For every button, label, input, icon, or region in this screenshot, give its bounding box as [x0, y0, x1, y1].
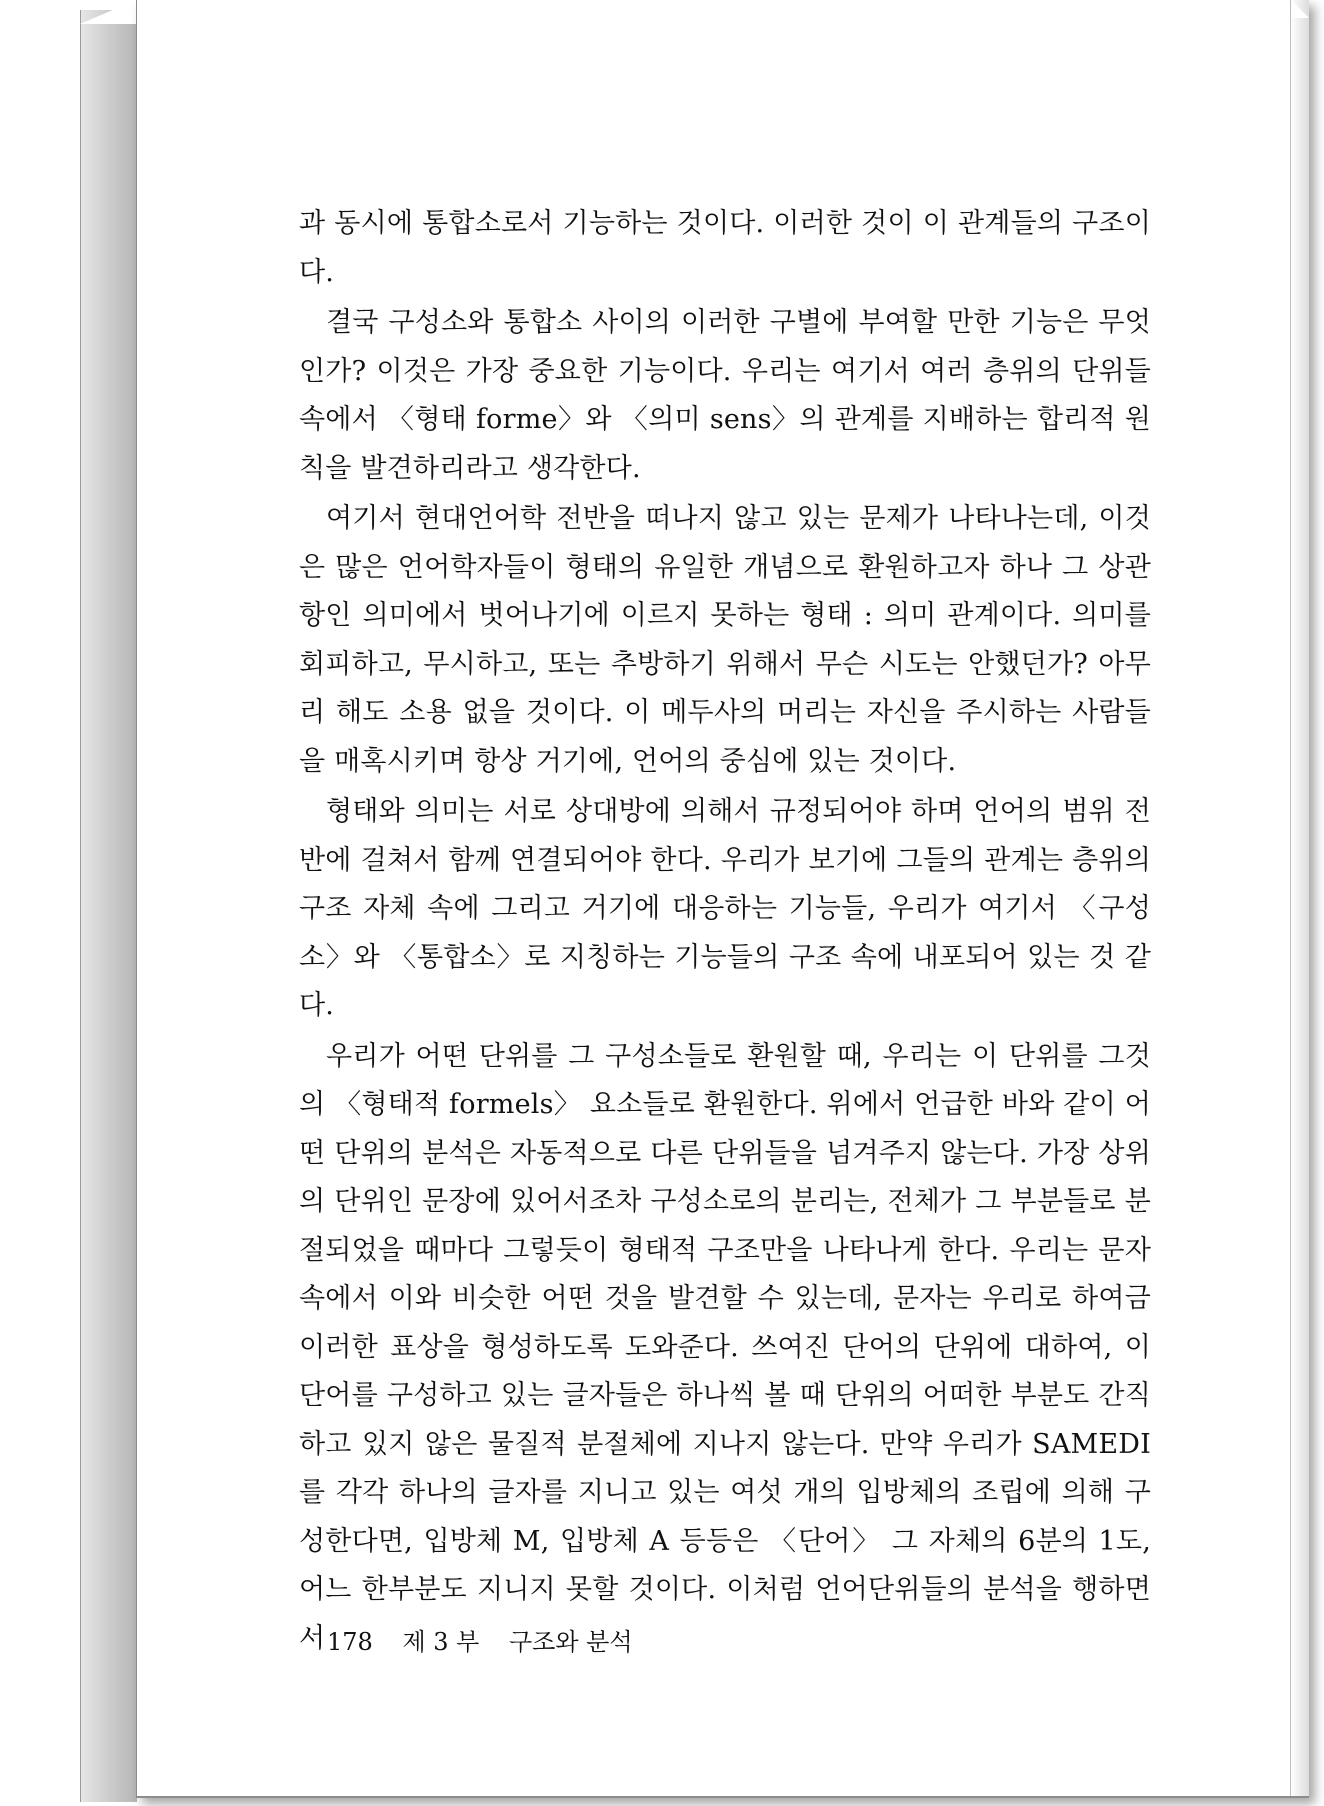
page-right-edge: [1290, 0, 1309, 1796]
paragraph-4: 형태와 의미는 서로 상대방에 의해서 규정되어야 하며 언어의 범위 전반에 걸쳐서 함께 연결되어야 한다. 우리가 보기에 그들의 관계는 층위의 구조 자체 속에 그리고 거기에 대응하는 기능들, 우리가 여기서 〈구성소〉와 〈통합소〉로 지칭하는 기능들의 구조 속에 내포되어 있는 것 같다.: [299, 796, 1151, 1021]
paragraph-5: 우리가 어떤 단위를 그 구성소들로 환원할 때, 우리는 이 단위를 그것의 〈형태적 formels〉 요소들로 환원한다. 위에서 언급한 바와 같이 어떤 단위의 분석은 자동적으로 다른 단위들을 넘겨주지 않는다. 가장 상위의 단위인 문장에 있어서조차 구성소로의 분리는, 전체가 그 부분들로 분절되었을 때마다 그렇듯이 형태적 구조만을 나타나게 한다. 우리는 문자 속에서 이와 비슷한 어떤 것을 발견할 수 있는데, 문자는 우리로 하여금 이러한 표상을 형성하도록 도와준다. 쓰여진 단어의 단위에 대하여, 이 단어를 구성하고 있는 글자들은 하나씩 볼 때 단위의 어떠한 부분도 간직하고 있지 않은 물질적 분절체에 지나지 않는다. 만약 우리가 SAMEDI를 각각 하나의 글자를 지니고 있는 여섯 개의 입방체의 조립에 의해 구성한다면, 입방체 M, 입방체 A 등등은 〈단어〉 그 자체의 6분의 1도, 어느 한부분도 지니지 못할 것이다. 이처럼 언어단위들의 분석을 행하면서: [299, 1040, 1151, 1654]
body-text: [299, 200, 1151, 1665]
paragraph-1: 과 동시에 통합소로서 기능하는 것이다. 이러한 것이 이 관계들의 구조이다.: [299, 208, 1151, 288]
chapter-title: 구조와 분석: [509, 1628, 633, 1656]
paragraph-2: 결국 구성소와 통합소 사이의 이러한 구별에 부여할 만한 기능은 무엇인가? 이것은 가장 중요한 기능이다. 우리는 여기서 여러 층위의 단위들 속에서 〈형태 forme〉와 〈의미 sens〉의 관계를 지배하는 합리적 원칙을 발견하리라고 생각한다.: [299, 307, 1151, 484]
page-footer: [327, 1622, 655, 1657]
page-stack-edge: [80, 10, 137, 1802]
paragraph-3: 여기서 현대언어학 전반을 떠나지 않고 있는 문제가 나타나는데, 이것은 많은 언어학자들이 형태의 유일한 개념으로 환원하고자 하나 그 상관항인 의미에서 벗어나기에 이르지 못하는 형태 : 의미 관계이다. 의미를 회피하고, 무시하고, 또는 추방하기 위해서 무슨 시도는 안했던가? 아무리 해도 소용 없을 것이다. 이 메두사의 머리는 자신을 주시하는 사람들을 매혹시키며 항상 거기에, 언어의 중심에 있는 것이다.: [299, 503, 1151, 777]
book-page: [136, 0, 1309, 1798]
part-label: 제 3 부: [402, 1628, 480, 1656]
page-number: 178: [327, 1628, 373, 1656]
